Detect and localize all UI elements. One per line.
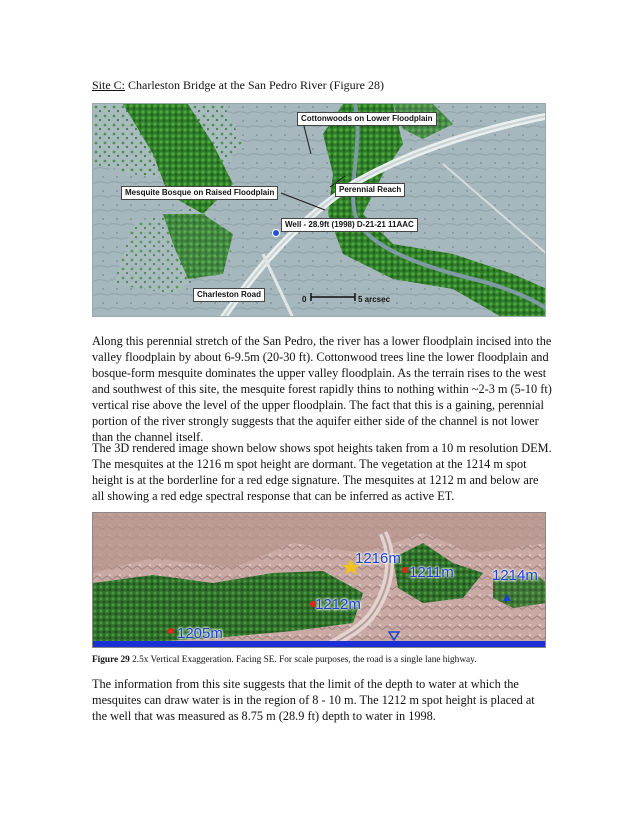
label-well: Well - 28.9ft (1998) D-21-21 11AAC <box>281 218 418 232</box>
caption-label: Figure 29 <box>92 655 130 665</box>
spot-height-1205: 1205m <box>177 625 223 642</box>
site-title: Charleston Bridge at the San Pedro River (Figure 28) <box>128 78 384 92</box>
figure-29-3d-image <box>92 512 546 648</box>
spot-height-1212: 1212m <box>315 596 361 613</box>
spot-height-1216: 1216m <box>355 550 401 567</box>
aerial-image-art <box>93 104 546 317</box>
paragraph-conclusion: The information from this site suggests that the limit of the depth to water at which the mesquites can draw water is in the region of 8 - 10 m. The 1212 m spot height is placed at the well that was measured as 8.75 m (28.9 ft) depth to water in 1998. <box>92 677 535 723</box>
scale-zero-label: 0 <box>302 295 307 304</box>
paragraph-spot-heights: The 3D rendered image shown below shows spot heights taken from a 10 m resolution DEM. The mesquites at the 1216 m spot height are dormant. The vegetation at the 1214 m spot height is at the borderline for a red edge signature. The mesquites at 1212 m and below are all showing a red edge spectral response that can be inferred as active ET. <box>92 441 552 503</box>
scale-distance-label: 5 arcsec <box>358 295 391 304</box>
caption-text: 2.5x Vertical Exaggeration. Facing SE. For scale purposes, the road is a single lane highway. <box>129 655 477 665</box>
site-label: Site C: <box>92 78 126 92</box>
paragraph-floodplain: Along this perennial stretch of the San Pedro, the river has a lower floodplain incised into the valley floodplain by about 6-9.5m (20-30 ft). Cottonwood trees line the lower floodplain and bosque-form mesquite dominates the upper valley floodplain. As the terrain rises to the west and southwest of this site, the mesquite forest rapidly thins to nothing within ~2-3 m (5-10 ft) vertical rise above the level of the upper floodplain. The fact that this is a gaining, perennial portion of the river strongly suggests that the aquifer either side of the channel is not lower than the channel itself. <box>92 334 552 444</box>
label-cottonwoods: Cottonwoods on Lower Floodplain <box>297 112 437 126</box>
rendered-terrain-art <box>93 513 546 648</box>
spot-height-1211: 1211m <box>409 564 454 581</box>
label-charleston-road: Charleston Road <box>193 288 265 302</box>
spot-height-1214: 1214m <box>492 567 538 584</box>
figure-28-aerial-image <box>92 103 546 317</box>
label-mesquite-bosque: Mesquite Bosque on Raised Floodplain <box>121 186 278 200</box>
figure-29-caption <box>92 655 552 665</box>
label-perennial-reach: Perennial Reach <box>335 183 405 197</box>
site-heading <box>92 78 384 93</box>
